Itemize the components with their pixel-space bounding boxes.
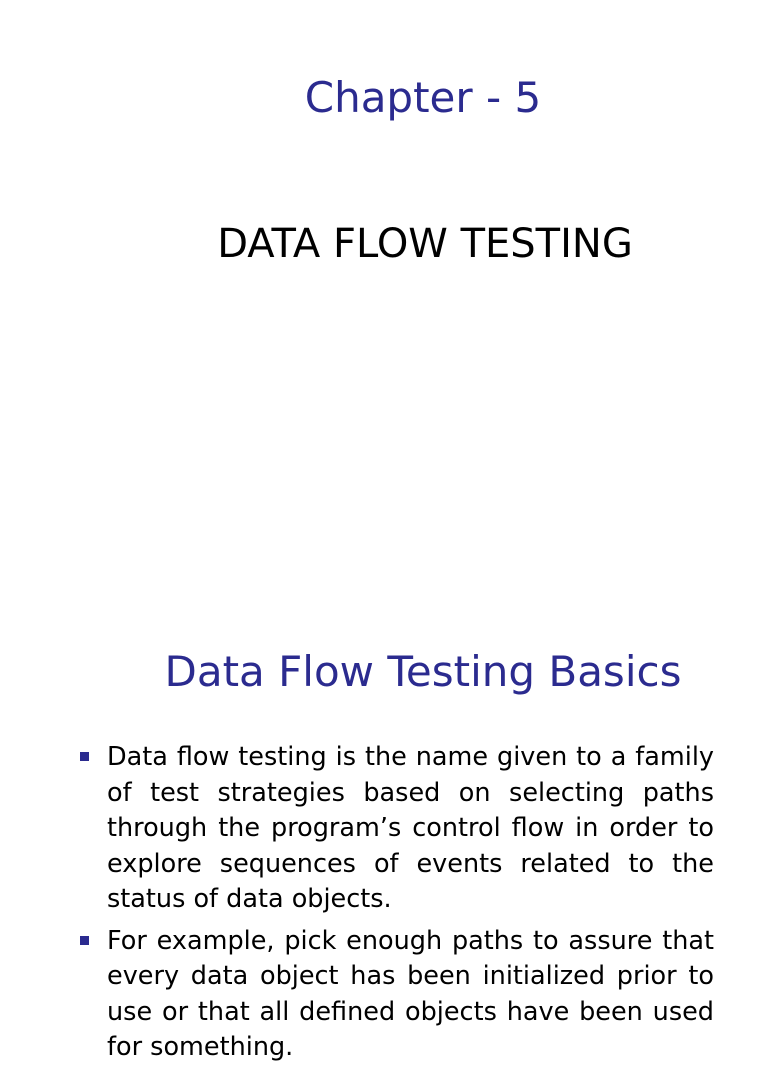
bullet-item — [78, 740, 714, 918]
slide-heading: Data Flow Testing Basics — [164, 647, 682, 696]
chapter-subtitle: DATA FLOW TESTING — [217, 221, 633, 267]
bullet-text: For example, pick enough paths to assure that every data object has been initialized prior to use or that all defined objects have been used for something. — [107, 925, 714, 1062]
square-bullet-icon — [80, 752, 89, 761]
bullet-list — [78, 740, 714, 1072]
bullet-item — [78, 924, 714, 1066]
bullet-text: Data flow testing is the name given to a family of test strategies based on selecting paths through the program’s control flow in order to explore sequences of events related to the status of data objects. — [107, 742, 714, 914]
square-bullet-icon — [80, 936, 89, 945]
chapter-heading: Chapter - 5 — [304, 73, 542, 122]
slide-content — [0, 560, 768, 1062]
